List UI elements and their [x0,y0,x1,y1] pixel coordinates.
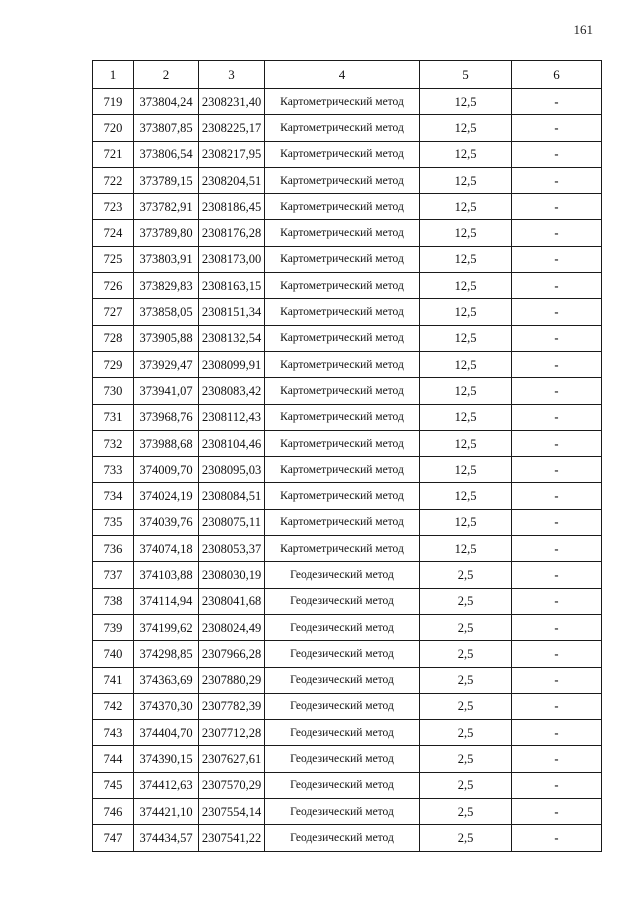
cell-method: Геодезический метод [265,799,420,825]
cell-x-coordinate: 373988,68 [134,430,199,456]
cell-point-number: 742 [93,693,134,719]
cell-x-coordinate: 374024,19 [134,483,199,509]
cell-y-coordinate: 2308176,28 [199,220,265,246]
cell-y-coordinate: 2308024,49 [199,614,265,640]
cell-x-coordinate: 374370,30 [134,693,199,719]
cell-point-number: 733 [93,457,134,483]
cell-method: Картометрический метод [265,273,420,299]
cell-accuracy: 12,5 [420,378,512,404]
cell-note: - [512,483,602,509]
cell-note: - [512,693,602,719]
cell-method: Геодезический метод [265,746,420,772]
cell-x-coordinate: 374298,85 [134,641,199,667]
cell-point-number: 738 [93,588,134,614]
cell-note: - [512,194,602,220]
table-row [93,667,602,693]
cell-note: - [512,799,602,825]
column-header-4: 4 [265,61,420,89]
cell-x-coordinate: 374434,57 [134,825,199,851]
cell-x-coordinate: 373858,05 [134,299,199,325]
cell-method: Геодезический метод [265,720,420,746]
cell-point-number: 731 [93,404,134,430]
cell-y-coordinate: 2307782,39 [199,693,265,719]
column-header-6: 6 [512,61,602,89]
cell-method: Картометрический метод [265,246,420,272]
cell-accuracy: 2,5 [420,799,512,825]
cell-method: Картометрический метод [265,141,420,167]
cell-accuracy: 2,5 [420,825,512,851]
table-row [93,246,602,272]
cell-note: - [512,720,602,746]
cell-method: Геодезический метод [265,825,420,851]
cell-point-number: 737 [93,562,134,588]
cell-y-coordinate: 2307966,28 [199,641,265,667]
cell-y-coordinate: 2308204,51 [199,167,265,193]
table-row [93,194,602,220]
cell-method: Картометрический метод [265,167,420,193]
cell-y-coordinate: 2308053,37 [199,536,265,562]
table-row [93,115,602,141]
cell-x-coordinate: 373804,24 [134,89,199,115]
cell-note: - [512,457,602,483]
table-row [93,89,602,115]
cell-note: - [512,562,602,588]
cell-x-coordinate: 373782,91 [134,194,199,220]
cell-method: Картометрический метод [265,378,420,404]
cell-note: - [512,351,602,377]
cell-y-coordinate: 2308173,00 [199,246,265,272]
cell-note: - [512,273,602,299]
cell-accuracy: 2,5 [420,641,512,667]
cell-point-number: 740 [93,641,134,667]
cell-note: - [512,246,602,272]
cell-point-number: 720 [93,115,134,141]
cell-y-coordinate: 2308083,42 [199,378,265,404]
cell-point-number: 732 [93,430,134,456]
cell-method: Геодезический метод [265,588,420,614]
cell-note: - [512,404,602,430]
cell-accuracy: 2,5 [420,667,512,693]
cell-method: Картометрический метод [265,325,420,351]
cell-y-coordinate: 2308225,17 [199,115,265,141]
table-row [93,536,602,562]
table-row [93,825,602,851]
cell-point-number: 727 [93,299,134,325]
cell-note: - [512,115,602,141]
table-row [93,693,602,719]
cell-method: Геодезический метод [265,667,420,693]
cell-method: Картометрический метод [265,89,420,115]
cell-point-number: 736 [93,536,134,562]
cell-point-number: 724 [93,220,134,246]
table-row [93,641,602,667]
cell-note: - [512,378,602,404]
cell-point-number: 723 [93,194,134,220]
cell-accuracy: 12,5 [420,299,512,325]
cell-note: - [512,299,602,325]
cell-note: - [512,509,602,535]
cell-method: Геодезический метод [265,693,420,719]
cell-accuracy: 2,5 [420,588,512,614]
cell-point-number: 722 [93,167,134,193]
cell-accuracy: 12,5 [420,115,512,141]
cell-y-coordinate: 2308075,11 [199,509,265,535]
coordinates-table [92,60,602,852]
table-row [93,483,602,509]
column-header-5: 5 [420,61,512,89]
cell-x-coordinate: 373941,07 [134,378,199,404]
table-row [93,772,602,798]
cell-x-coordinate: 374404,70 [134,720,199,746]
cell-accuracy: 12,5 [420,536,512,562]
table-row [93,509,602,535]
cell-x-coordinate: 374390,15 [134,746,199,772]
cell-note: - [512,430,602,456]
cell-accuracy: 12,5 [420,89,512,115]
cell-note: - [512,536,602,562]
cell-y-coordinate: 2308030,19 [199,562,265,588]
cell-note: - [512,667,602,693]
cell-x-coordinate: 374039,76 [134,509,199,535]
cell-method: Картометрический метод [265,457,420,483]
cell-accuracy: 2,5 [420,772,512,798]
cell-method: Картометрический метод [265,430,420,456]
cell-method: Геодезический метод [265,641,420,667]
cell-note: - [512,641,602,667]
cell-accuracy: 12,5 [420,351,512,377]
cell-x-coordinate: 374412,63 [134,772,199,798]
cell-note: - [512,746,602,772]
cell-y-coordinate: 2308217,95 [199,141,265,167]
cell-method: Геодезический метод [265,614,420,640]
cell-accuracy: 12,5 [420,430,512,456]
cell-accuracy: 12,5 [420,325,512,351]
cell-accuracy: 2,5 [420,746,512,772]
cell-accuracy: 12,5 [420,483,512,509]
cell-y-coordinate: 2307570,29 [199,772,265,798]
cell-y-coordinate: 2308132,54 [199,325,265,351]
cell-method: Картометрический метод [265,115,420,141]
table-row [93,299,602,325]
cell-x-coordinate: 374421,10 [134,799,199,825]
cell-accuracy: 2,5 [420,720,512,746]
cell-accuracy: 12,5 [420,509,512,535]
cell-accuracy: 12,5 [420,457,512,483]
cell-x-coordinate: 373806,54 [134,141,199,167]
cell-point-number: 728 [93,325,134,351]
table-header-row [93,61,602,89]
cell-y-coordinate: 2308041,68 [199,588,265,614]
table-row [93,746,602,772]
cell-note: - [512,614,602,640]
cell-y-coordinate: 2307554,14 [199,799,265,825]
cell-point-number: 721 [93,141,134,167]
cell-point-number: 725 [93,246,134,272]
cell-note: - [512,167,602,193]
column-header-3: 3 [199,61,265,89]
table-row [93,430,602,456]
cell-method: Картометрический метод [265,194,420,220]
page-number: 161 [573,22,593,37]
cell-y-coordinate: 2308099,91 [199,351,265,377]
cell-x-coordinate: 373789,80 [134,220,199,246]
cell-y-coordinate: 2308112,43 [199,404,265,430]
cell-x-coordinate: 374009,70 [134,457,199,483]
cell-point-number: 739 [93,614,134,640]
cell-accuracy: 2,5 [420,562,512,588]
table-row [93,404,602,430]
cell-point-number: 743 [93,720,134,746]
cell-method: Картометрический метод [265,536,420,562]
cell-y-coordinate: 2307712,28 [199,720,265,746]
cell-point-number: 719 [93,89,134,115]
table-row [93,378,602,404]
cell-point-number: 726 [93,273,134,299]
cell-point-number: 741 [93,667,134,693]
cell-method: Картометрический метод [265,404,420,430]
column-header-2: 2 [134,61,199,89]
cell-point-number: 735 [93,509,134,535]
cell-method: Картометрический метод [265,509,420,535]
cell-point-number: 745 [93,772,134,798]
cell-note: - [512,588,602,614]
table-row [93,167,602,193]
cell-x-coordinate: 373929,47 [134,351,199,377]
cell-method: Картометрический метод [265,351,420,377]
cell-y-coordinate: 2308231,40 [199,89,265,115]
cell-method: Картометрический метод [265,220,420,246]
cell-x-coordinate: 374114,94 [134,588,199,614]
table-row [93,720,602,746]
cell-accuracy: 12,5 [420,167,512,193]
cell-method: Картометрический метод [265,299,420,325]
cell-note: - [512,141,602,167]
cell-y-coordinate: 2308186,45 [199,194,265,220]
cell-accuracy: 2,5 [420,693,512,719]
cell-accuracy: 12,5 [420,273,512,299]
cell-x-coordinate: 373905,88 [134,325,199,351]
cell-note: - [512,825,602,851]
table-row [93,588,602,614]
cell-point-number: 744 [93,746,134,772]
cell-accuracy: 12,5 [420,246,512,272]
column-header-1: 1 [93,61,134,89]
table-row [93,141,602,167]
cell-x-coordinate: 374363,69 [134,667,199,693]
cell-note: - [512,89,602,115]
table-body [93,61,602,852]
table-row [93,351,602,377]
cell-point-number: 729 [93,351,134,377]
cell-note: - [512,772,602,798]
table-row [93,562,602,588]
cell-note: - [512,220,602,246]
cell-method: Геодезический метод [265,562,420,588]
cell-y-coordinate: 2307880,29 [199,667,265,693]
cell-method: Геодезический метод [265,772,420,798]
cell-accuracy: 2,5 [420,614,512,640]
cell-x-coordinate: 374199,62 [134,614,199,640]
table-row [93,325,602,351]
cell-x-coordinate: 373789,15 [134,167,199,193]
cell-y-coordinate: 2308163,15 [199,273,265,299]
cell-x-coordinate: 373968,76 [134,404,199,430]
table-row [93,799,602,825]
cell-method: Картометрический метод [265,483,420,509]
cell-accuracy: 12,5 [420,220,512,246]
cell-x-coordinate: 373803,91 [134,246,199,272]
cell-y-coordinate: 2307541,22 [199,825,265,851]
cell-y-coordinate: 2307627,61 [199,746,265,772]
cell-x-coordinate: 373829,83 [134,273,199,299]
cell-accuracy: 12,5 [420,194,512,220]
cell-point-number: 730 [93,378,134,404]
cell-accuracy: 12,5 [420,404,512,430]
cell-point-number: 734 [93,483,134,509]
cell-y-coordinate: 2308095,03 [199,457,265,483]
table-row [93,220,602,246]
cell-point-number: 747 [93,825,134,851]
cell-x-coordinate: 374074,18 [134,536,199,562]
cell-point-number: 746 [93,799,134,825]
cell-x-coordinate: 373807,85 [134,115,199,141]
cell-y-coordinate: 2308084,51 [199,483,265,509]
cell-accuracy: 12,5 [420,141,512,167]
table-row [93,457,602,483]
table-row [93,273,602,299]
cell-y-coordinate: 2308104,46 [199,430,265,456]
table-row [93,614,602,640]
cell-note: - [512,325,602,351]
cell-y-coordinate: 2308151,34 [199,299,265,325]
cell-x-coordinate: 374103,88 [134,562,199,588]
